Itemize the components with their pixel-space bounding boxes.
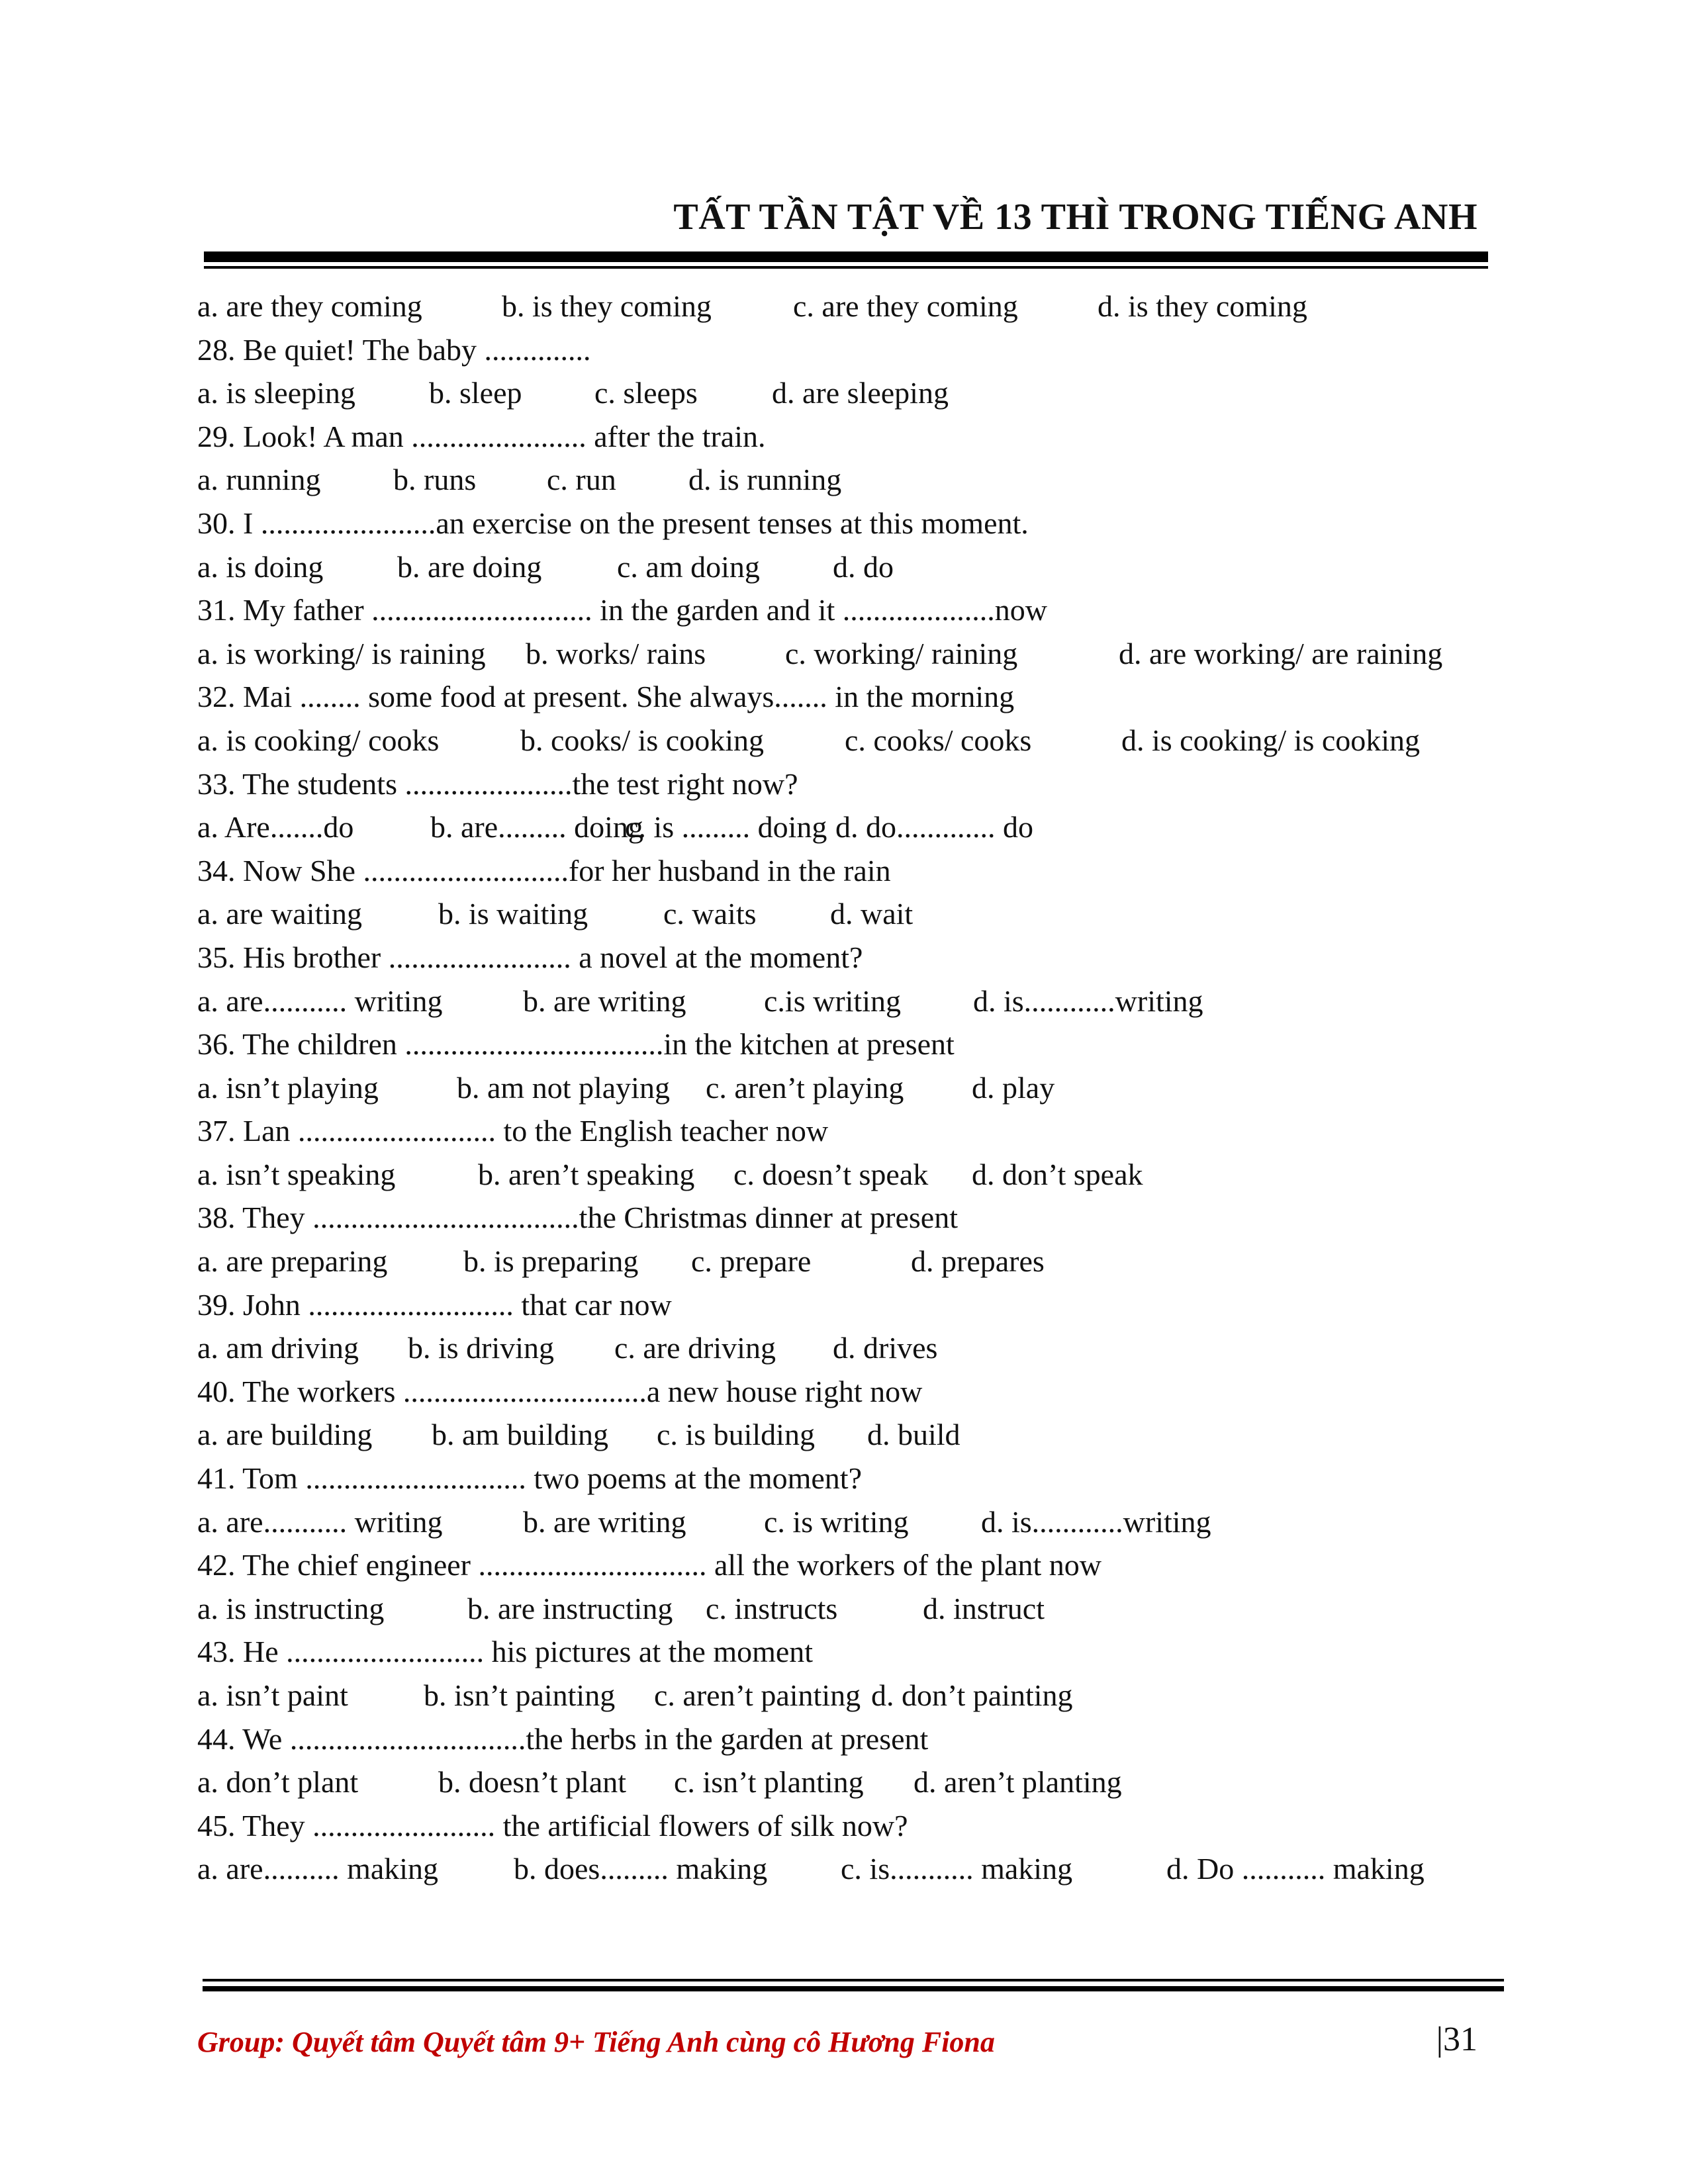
answer-options-row <box>197 1760 1495 1804</box>
answer-option: a. are........... writing <box>197 983 443 1018</box>
footer-rule-thick <box>203 1986 1504 1991</box>
answer-options-row <box>197 1587 1495 1631</box>
page-title: TẤT TẦN TẬT VỀ 13 THÌ TRONG TIẾNG ANH <box>673 197 1477 238</box>
answer-option: c. sleeps <box>594 376 698 410</box>
answer-option: c. are driving <box>614 1331 776 1365</box>
answer-option: c. is building <box>657 1418 815 1452</box>
answer-option: d. play <box>972 1070 1055 1105</box>
answer-options-row <box>197 371 1495 415</box>
question-line: 42. The chief engineer .............................. all the workers of the plant now <box>197 1548 1102 1582</box>
answer-options-row <box>197 1413 1495 1457</box>
answer-option: b. runs <box>393 463 477 497</box>
answer-option: d. do............. do <box>835 810 1033 844</box>
answer-options-row <box>197 1066 1495 1110</box>
question-line: 36. The children ..................................in the kitchen at present <box>197 1027 955 1062</box>
answer-options-row <box>197 1674 1495 1717</box>
answer-option: c. isn’t planting <box>674 1765 864 1799</box>
answer-option: a. is doing <box>197 549 324 584</box>
answer-option: d. build <box>867 1418 961 1452</box>
answer-options-row <box>197 892 1495 936</box>
answer-option: d. is............writing <box>981 1504 1211 1539</box>
answer-option: c. cooks/ cooks <box>845 723 1032 757</box>
answer-option: d. are working/ are raining <box>1119 636 1443 670</box>
answer-options-row <box>197 1153 1495 1197</box>
exercise-content <box>197 285 1495 1891</box>
answer-option: b. is waiting <box>438 897 588 931</box>
answer-option: c. run <box>547 463 616 497</box>
question-line: 31. My father ............................. in the garden and it ....................now <box>197 593 1047 627</box>
question-line: 39. John ........................... that car now <box>197 1287 672 1322</box>
answer-option: b. cooks/ is cooking <box>520 723 764 757</box>
answer-options-row <box>197 1500 1495 1544</box>
answer-option: d. is running <box>688 463 842 497</box>
answer-option: d. is cooking/ is cooking <box>1121 723 1421 757</box>
answer-option: b. is preparing <box>463 1244 639 1279</box>
answer-option: c. waits <box>663 897 757 931</box>
question-line: 35. His brother ........................ a novel at the moment? <box>197 940 863 974</box>
answer-option: b. are......... doing <box>430 810 643 844</box>
answer-option: a. are preparing <box>197 1244 388 1279</box>
question-line: 45. They ........................ the artificial flowers of silk now? <box>197 1808 908 1843</box>
answer-options-row <box>197 1240 1495 1283</box>
answer-option: b. am building <box>432 1418 609 1452</box>
answer-option: b. doesn’t plant <box>438 1765 627 1799</box>
question-line: 30. I .......................an exercise on the present tenses at this moment. <box>197 506 1029 540</box>
answer-option: d. wait <box>830 897 914 931</box>
answer-option: d. is they coming <box>1098 289 1307 323</box>
footer-group-text: Group: Quyết tâm Quyết tâm 9+ Tiếng Anh cùng cô Hương Fiona <box>197 2026 995 2058</box>
answer-option: d. drives <box>833 1331 938 1365</box>
answer-option: a. Are.......do <box>197 810 354 844</box>
answer-option: c. instructs <box>706 1591 838 1625</box>
answer-option: a. isn’t paint <box>197 1678 348 1712</box>
answer-option: b. are doing <box>397 549 542 584</box>
answer-option: c. is ......... doing <box>625 810 827 844</box>
question-line: 34. Now She ...........................for her husband in the rain <box>197 853 891 887</box>
answer-option: c. are they coming <box>793 289 1018 323</box>
question-line: 43. He .......................... his pictures at the moment <box>197 1635 814 1669</box>
answer-options-row <box>197 719 1495 762</box>
question-line: 40. The workers ................................a new house right now <box>197 1374 923 1408</box>
question-line: 37. Lan .......................... to the English teacher now <box>197 1114 829 1148</box>
answer-option: b. is they coming <box>502 289 712 323</box>
answer-option: d. don’t speak <box>972 1157 1143 1191</box>
answer-options-row <box>197 805 1495 849</box>
answer-option: d. are sleeping <box>772 376 949 410</box>
question-line: 38. They ...................................the Christmas dinner at present <box>197 1201 958 1235</box>
answer-option: d. instruct <box>923 1591 1045 1625</box>
answer-option: a. are........... writing <box>197 1504 443 1539</box>
answer-option: a. is working/ is raining <box>197 636 486 670</box>
answer-option: b. am not playing <box>457 1070 670 1105</box>
answer-option: c. is writing <box>764 1504 909 1539</box>
answer-option: a. are.......... making <box>197 1852 439 1886</box>
answer-option: a. running <box>197 463 321 497</box>
question-line: 33. The students ......................the test right now? <box>197 766 798 801</box>
answer-options-row <box>197 285 1495 328</box>
answer-option: c. working/ raining <box>785 636 1018 670</box>
answer-option: a. is cooking/ cooks <box>197 723 440 757</box>
answer-option: a. are they coming <box>197 289 422 323</box>
answer-option: c. aren’t painting <box>654 1678 861 1712</box>
footer-rule-thin <box>203 1979 1504 1981</box>
answer-option: c. prepare <box>691 1244 812 1279</box>
answer-option: b. are instructing <box>467 1591 673 1625</box>
answer-option: b. is driving <box>408 1331 555 1365</box>
question-line: 29. Look! A man ....................... after the train. <box>197 419 766 453</box>
answer-option: a. don’t plant <box>197 1765 359 1799</box>
answer-option: d. aren’t planting <box>914 1765 1122 1799</box>
answer-option: b. aren’t speaking <box>478 1157 695 1191</box>
question-line: 44. We ...............................the herbs in the garden at present <box>197 1721 929 1756</box>
page-number: |31 <box>1436 2021 1477 2058</box>
answer-option: a. isn’t playing <box>197 1070 379 1105</box>
header-rule-thin <box>204 266 1488 269</box>
answer-option: a. is instructing <box>197 1591 385 1625</box>
answer-option: b. works/ rains <box>526 636 706 670</box>
question-line: 28. Be quiet! The baby .............. <box>197 332 591 367</box>
answer-option: d. Do ........... making <box>1166 1852 1425 1886</box>
answer-option: b. isn’t painting <box>424 1678 616 1712</box>
answer-option: a. are waiting <box>197 897 363 931</box>
answer-option: b. sleep <box>429 376 522 410</box>
answer-option: d. prepares <box>911 1244 1045 1279</box>
answer-option: a. isn’t speaking <box>197 1157 396 1191</box>
answer-option: b. are writing <box>523 983 686 1018</box>
answer-option: a. is sleeping <box>197 376 355 410</box>
answer-option: c.is writing <box>764 983 901 1018</box>
question-line: 41. Tom ............................. two poems at the moment? <box>197 1461 863 1496</box>
answer-option: d. is............writing <box>973 983 1203 1018</box>
answer-option: b. are writing <box>523 1504 686 1539</box>
answer-option: a. are building <box>197 1418 373 1452</box>
answer-option: a. am driving <box>197 1331 359 1365</box>
answer-options-row <box>197 979 1495 1023</box>
question-line: 32. Mai ........ some food at present. She always....... in the morning <box>197 680 1015 714</box>
answer-option: b. does......... making <box>514 1852 768 1886</box>
answer-option: c. doesn’t speak <box>733 1157 929 1191</box>
header-rule-thick <box>204 251 1488 262</box>
answer-option: c. is........... making <box>841 1852 1073 1886</box>
answer-options-row <box>197 632 1495 676</box>
answer-option: c. am doing <box>617 549 760 584</box>
answer-option: d. do <box>833 549 894 584</box>
answer-options-row <box>197 1326 1495 1370</box>
answer-option: d. don’t painting <box>871 1678 1073 1712</box>
answer-options-row <box>197 545 1495 589</box>
answer-options-row <box>197 1847 1495 1891</box>
answer-option: c. aren’t playing <box>706 1070 904 1105</box>
answer-options-row <box>197 458 1495 502</box>
